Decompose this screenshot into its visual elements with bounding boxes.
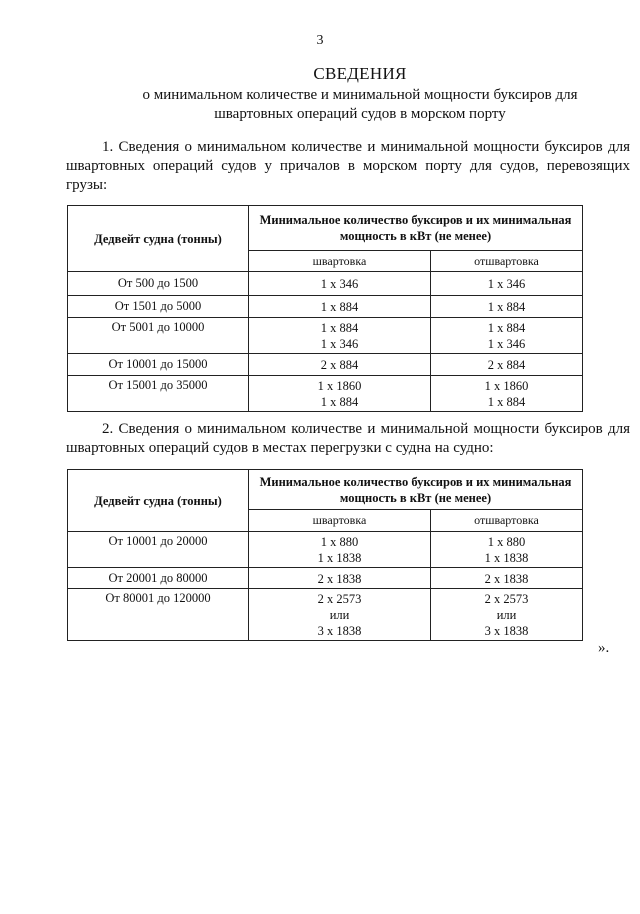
- deadweight-range: От 80001 до 120000: [68, 589, 249, 641]
- unmooring-value: 1 х 884: [431, 296, 583, 318]
- mooring-value: 1 х 884 1 х 346: [249, 318, 431, 354]
- deadweight-range: От 5001 до 10000: [68, 318, 249, 354]
- subheader-unmooring: отшвартовка: [431, 251, 583, 272]
- table-row: [68, 318, 583, 354]
- subheader-unmooring: отшвартовка: [431, 510, 583, 532]
- header-deadweight: Дедвейт судна (тонны): [68, 206, 249, 272]
- table-row: [68, 296, 583, 318]
- subheader-mooring: швартовка: [249, 510, 431, 532]
- subheader-mooring: швартовка: [249, 251, 431, 272]
- header-tug-group: Минимальное количество буксиров и их минимальная мощность в кВт (не менее): [249, 206, 583, 251]
- mooring-value: 1 х 346: [249, 272, 431, 296]
- table-row: [68, 272, 583, 296]
- unmooring-value: 2 х 2573 или 3 х 1838: [431, 589, 583, 641]
- table-row: [68, 568, 583, 589]
- section-1-paragraph: [66, 138, 630, 195]
- mooring-value: 2 х 1838: [249, 568, 431, 589]
- unmooring-value: 1 х 880 1 х 1838: [431, 532, 583, 568]
- unmooring-value: 2 х 1838: [431, 568, 583, 589]
- deadweight-range: От 20001 до 80000: [68, 568, 249, 589]
- section-2-text: 2. Сведения о минимальном количестве и минимальной мощности буксиров для швартовных операций судов в местах перегрузки с судна на судно:: [66, 421, 630, 456]
- unmooring-value: 1 х 1860 1 х 884: [431, 376, 583, 412]
- header-tug-group: Минимальное количество буксиров и их минимальная мощность в кВт (не менее): [249, 470, 583, 510]
- table-row: [68, 376, 583, 412]
- deadweight-range: От 10001 до 15000: [68, 354, 249, 376]
- unmooring-value: 1 х 346: [431, 272, 583, 296]
- mooring-value: 1 х 884: [249, 296, 431, 318]
- mooring-value: 2 х 2573 или 3 х 1838: [249, 589, 431, 641]
- page-number: 3: [316, 33, 324, 48]
- deadweight-range: От 1501 до 5000: [68, 296, 249, 318]
- table-section-2: [67, 469, 583, 641]
- mooring-value: 1 х 880 1 х 1838: [249, 532, 431, 568]
- table-row: [68, 589, 583, 641]
- mooring-value: 2 х 884: [249, 354, 431, 376]
- table-section-1: [67, 205, 583, 412]
- unmooring-value: 2 х 884: [431, 354, 583, 376]
- deadweight-range: От 10001 до 20000: [68, 532, 249, 568]
- table-row: [68, 532, 583, 568]
- mooring-value: 1 х 1860 1 х 884: [249, 376, 431, 412]
- document-subtitle: о минимальном количестве и минимальной мощности буксиров для швартовных операций судов в морском порту: [142, 87, 578, 122]
- header-deadweight: Дедвейт судна (тонны): [68, 470, 249, 532]
- document-title: СВЕДЕНИЯ: [313, 64, 407, 83]
- table-row: [68, 354, 583, 376]
- unmooring-value: 1 х 884 1 х 346: [431, 318, 583, 354]
- section-2-paragraph: [66, 420, 630, 458]
- closing-quote-mark: ».: [598, 640, 610, 656]
- deadweight-range: От 500 до 1500: [68, 272, 249, 296]
- section-1-text: 1. Сведения о минимальном количестве и минимальной мощности буксиров для швартовных операций судов у причалов в морском порту для судов, перевозящих грузы:: [66, 139, 630, 193]
- deadweight-range: От 15001 до 35000: [68, 376, 249, 412]
